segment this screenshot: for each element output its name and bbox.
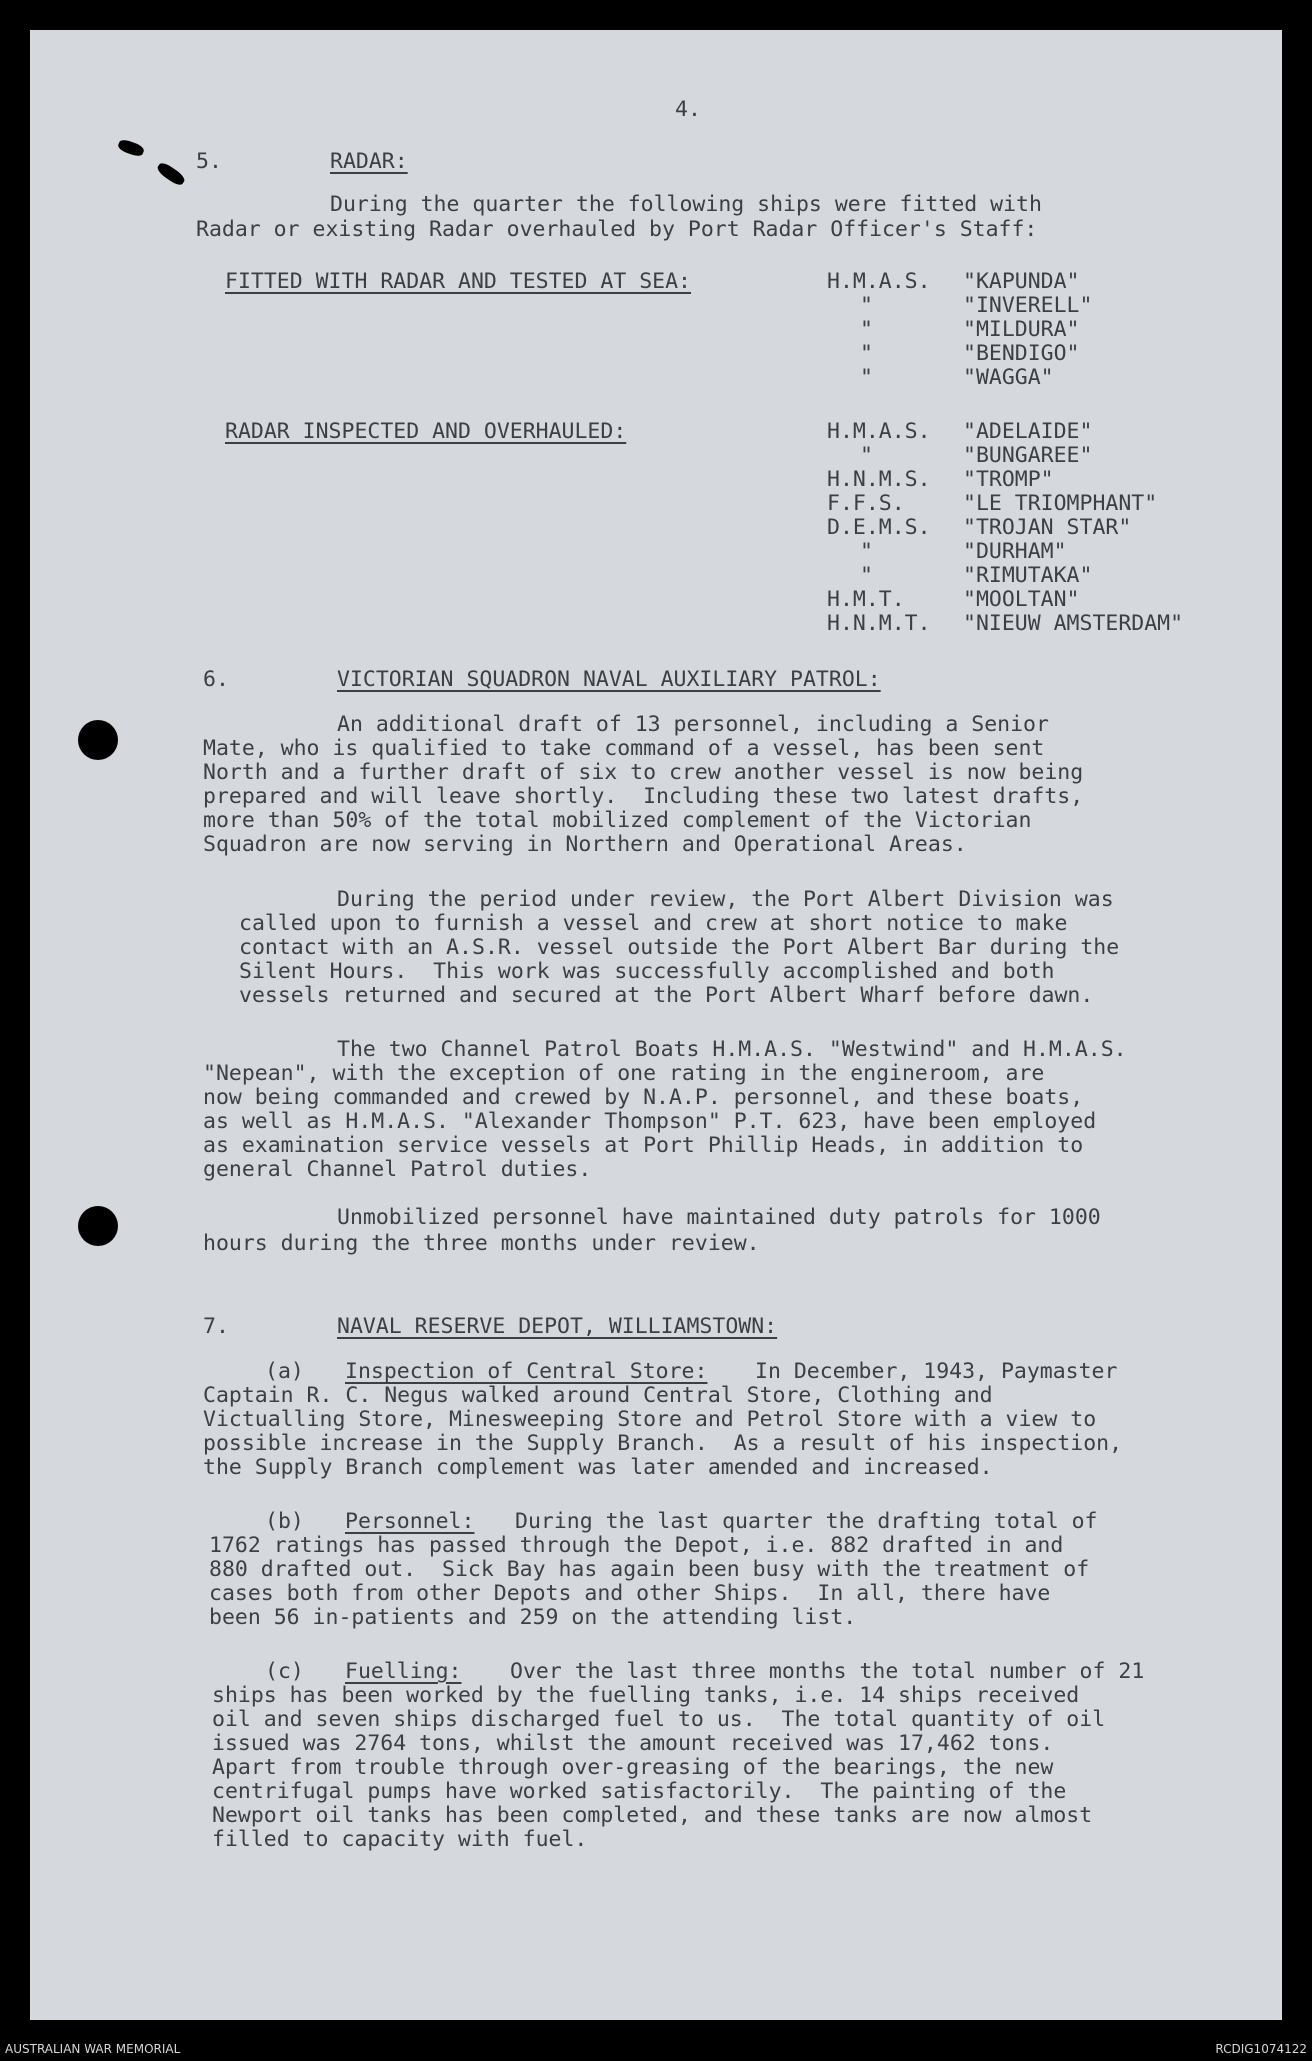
paragraph-line: In December, 1943, Paymaster bbox=[755, 1359, 1118, 1384]
paragraph-line: Apart from trouble through over-greasing of the bearings, the new bbox=[212, 1755, 1054, 1780]
section-6-number: 6. bbox=[203, 667, 229, 692]
paragraph-line: now being commanded and crewed by N.A.P. personnel, and these boats, bbox=[203, 1085, 1084, 1110]
paragraph-line: North and a further draft of six to crew another vessel is now being bbox=[203, 760, 1084, 785]
page-number: 4. bbox=[675, 97, 701, 122]
ship-name: "MOOLTAN" bbox=[963, 587, 1080, 612]
footer-record-id: RCDIG1074122 bbox=[1215, 2042, 1307, 2056]
paragraph-line: "Nepean", with the exception of one rating in the engineroom, are bbox=[203, 1061, 1045, 1086]
ship-prefix: F.F.S. bbox=[827, 491, 905, 516]
paragraph-line: the Supply Branch complement was later amended and increased. bbox=[203, 1455, 993, 1480]
paragraph-line: issued was 2764 tons, whilst the amount received was 17,462 tons. bbox=[212, 1731, 1054, 1756]
ship-name: "TROJAN STAR" bbox=[963, 515, 1132, 540]
paragraph-line: Captain R. C. Negus walked around Central Store, Clothing and bbox=[203, 1383, 993, 1408]
fitted-list-label: FITTED WITH RADAR AND TESTED AT SEA: bbox=[225, 269, 691, 294]
paragraph-line: called upon to furnish a vessel and crew at short notice to make bbox=[239, 911, 1068, 936]
ship-name: "LE TRIOMPHANT" bbox=[963, 491, 1158, 516]
paragraph-line: prepared and will leave shortly. Including these two latest drafts, bbox=[203, 784, 1084, 809]
paragraph-line: been 56 in-patients and 259 on the attending list. bbox=[209, 1605, 857, 1630]
ship-prefix: " bbox=[860, 293, 873, 318]
paragraph-line: Over the last three months the total number of 21 bbox=[510, 1659, 1145, 1684]
paragraph-line: more than 50% of the total mobilized complement of the Victorian bbox=[203, 808, 1032, 833]
section-7-number: 7. bbox=[203, 1314, 229, 1339]
paragraph-line: An additional draft of 13 personnel, including a Senior bbox=[337, 712, 1049, 737]
ship-prefix: D.E.M.S. bbox=[827, 515, 931, 540]
ship-name: "DURHAM" bbox=[963, 539, 1067, 564]
ship-name: "INVERELL" bbox=[963, 293, 1093, 318]
paragraph-line: oil and seven ships discharged fuel to us. The total quantity of oil bbox=[212, 1707, 1106, 1732]
paragraph-line: During the last quarter the drafting total of bbox=[515, 1509, 1098, 1534]
paragraph-line: cases both from other Depots and other Ships. In all, there have bbox=[209, 1581, 1051, 1606]
subsection-c-title: Fuelling: bbox=[345, 1659, 462, 1684]
ship-prefix: " bbox=[860, 563, 873, 588]
section-5-intro-line: Radar or existing Radar overhauled by Port Radar Officer's Staff: bbox=[196, 217, 1038, 242]
paragraph-line: Mate, who is qualified to take command of a vessel, has been sent bbox=[203, 736, 1045, 761]
ship-prefix: H.M.A.S. bbox=[827, 419, 931, 444]
paragraph-line: contact with an A.S.R. vessel outside the Port Albert Bar during the bbox=[239, 935, 1120, 960]
section-5-heading: RADAR: bbox=[330, 149, 408, 174]
ship-prefix: " bbox=[860, 317, 873, 342]
paragraph-line: Victualling Store, Minesweeping Store and Petrol Store with a view to bbox=[203, 1407, 1097, 1432]
paragraph-line: general Channel Patrol duties. bbox=[203, 1157, 592, 1182]
section-5-intro-line: During the quarter the following ships were fitted with bbox=[330, 192, 1042, 217]
footer-credit: AUSTRALIAN WAR MEMORIAL bbox=[5, 2042, 181, 2056]
ship-name: "ADELAIDE" bbox=[963, 419, 1093, 444]
ship-name: "WAGGA" bbox=[963, 365, 1054, 390]
overhauled-list-label: RADAR INSPECTED AND OVERHAULED: bbox=[225, 419, 627, 444]
ship-prefix: " bbox=[860, 443, 873, 468]
paragraph-line: centrifugal pumps have worked satisfactorily. The painting of the bbox=[212, 1779, 1067, 1804]
ship-prefix: H.M.T. bbox=[827, 587, 905, 612]
paragraph-line: as examination service vessels at Port Phillip Heads, in addition to bbox=[203, 1133, 1084, 1158]
section-6-heading: VICTORIAN SQUADRON NAVAL AUXILIARY PATROL: bbox=[337, 667, 881, 692]
ship-name: "TROMP" bbox=[963, 467, 1054, 492]
ship-prefix: H.M.A.S. bbox=[827, 269, 931, 294]
paragraph-line: as well as H.M.A.S. "Alexander Thompson" P.T. 623, have been employed bbox=[203, 1109, 1097, 1134]
paragraph-line: hours during the three months under review. bbox=[203, 1231, 760, 1256]
subsection-a-label: (a) bbox=[265, 1359, 304, 1384]
paragraph-line: During the period under review, the Port Albert Division was bbox=[337, 887, 1114, 912]
ship-prefix: H.N.M.S. bbox=[827, 467, 931, 492]
paragraph-line: Newport oil tanks has been completed, and these tanks are now almost bbox=[212, 1803, 1093, 1828]
section-5-number: 5. bbox=[196, 149, 222, 174]
ship-name: "NIEUW AMSTERDAM" bbox=[963, 611, 1184, 636]
paragraph-line: ships has been worked by the fuelling tanks, i.e. 14 ships received bbox=[212, 1683, 1080, 1708]
paragraph-line: 1762 ratings has passed through the Depot, i.e. 882 drafted in and bbox=[209, 1533, 1064, 1558]
subsection-a-title: Inspection of Central Store: bbox=[345, 1359, 708, 1384]
paragraph-line: filled to capacity with fuel. bbox=[212, 1827, 588, 1852]
ship-prefix: " bbox=[860, 341, 873, 366]
ship-name: "KAPUNDA" bbox=[963, 269, 1080, 294]
section-7-heading: NAVAL RESERVE DEPOT, WILLIAMSTOWN: bbox=[337, 1314, 778, 1339]
paragraph-line: Squadron are now serving in Northern and Operational Areas. bbox=[203, 832, 967, 857]
ship-prefix: H.N.M.T. bbox=[827, 611, 931, 636]
punch-hole bbox=[78, 1206, 118, 1246]
paragraph-line: Silent Hours. This work was successfully accomplished and both bbox=[239, 959, 1055, 984]
ship-prefix: " bbox=[860, 365, 873, 390]
paragraph-line: vessels returned and secured at the Port Albert Wharf before dawn. bbox=[239, 983, 1094, 1008]
page-tear-mark bbox=[155, 160, 186, 187]
paragraph-line: 880 drafted out. Sick Bay has again been busy with the treatment of bbox=[209, 1557, 1090, 1582]
page-tear-mark bbox=[117, 138, 146, 158]
paragraph-line: Unmobilized personnel have maintained duty patrols for 1000 bbox=[337, 1205, 1101, 1230]
punch-hole bbox=[78, 720, 118, 760]
paragraph-line: possible increase in the Supply Branch. As a result of his inspection, bbox=[203, 1431, 1123, 1456]
ship-name: "MILDURA" bbox=[963, 317, 1080, 342]
ship-name: "RIMUTAKA" bbox=[963, 563, 1093, 588]
ship-name: "BUNGAREE" bbox=[963, 443, 1093, 468]
paragraph-line: The two Channel Patrol Boats H.M.A.S. "Westwind" and H.M.A.S. bbox=[337, 1037, 1127, 1062]
ship-name: "BENDIGO" bbox=[963, 341, 1080, 366]
subsection-b-title: Personnel: bbox=[345, 1509, 475, 1534]
subsection-b-label: (b) bbox=[265, 1509, 304, 1534]
subsection-c-label: (c) bbox=[265, 1659, 304, 1684]
ship-prefix: " bbox=[860, 539, 873, 564]
